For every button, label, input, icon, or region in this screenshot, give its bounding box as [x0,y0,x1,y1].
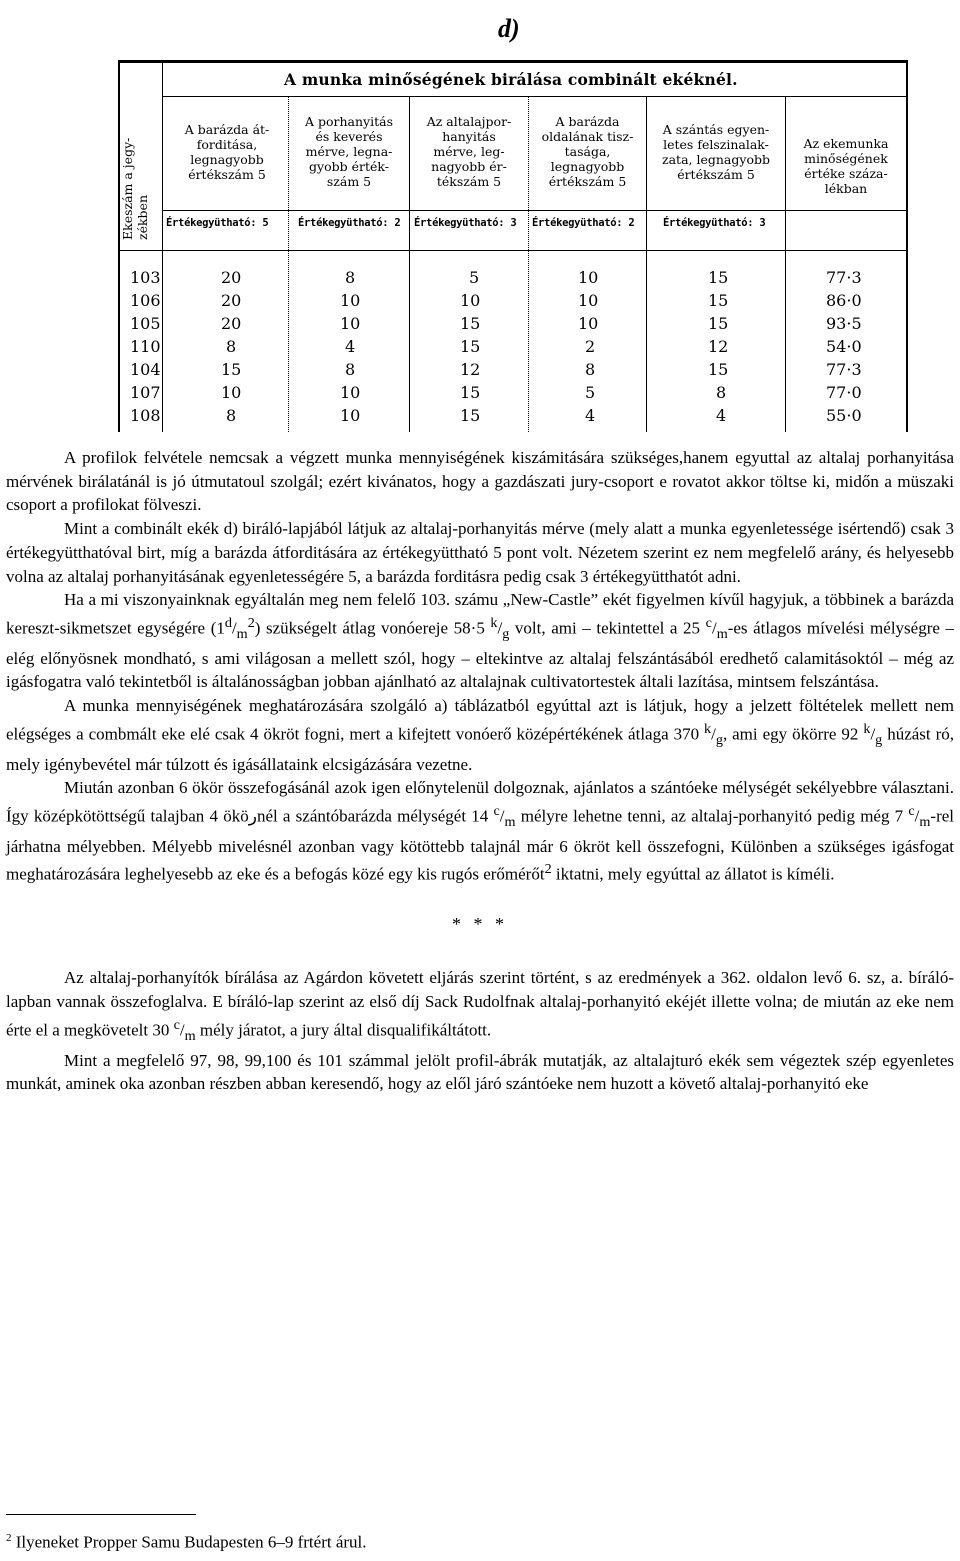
table-row: 106 20 10 10 10 15 86·0 [130,291,862,310]
table-top-rule [118,60,908,63]
paragraph: Mint a megfelelő 97, 98, 99,100 és 101 számmal jelölt profil-ábrák mutatják, az altalajturó ekék sem végeztek szép egyenletes munkát, aminek oka azonban részben abban keresendő, hogy az elől járó szántóeke nem huzott a követő altalaj-porhanyitó eke [6,1050,954,1094]
section-separator: * * * [452,913,508,934]
table-title: A munka minőségének birálása combinált ekéknél. [284,70,738,89]
table-row: 107 10 10 15 5 8 77·0 [130,383,862,402]
table-row: 103 20 8 5 10 15 77·3 [130,268,862,287]
column-header: Az altalajpor- hanyitás mérve, leg- nagyobb ér- tékszám 5 [426,114,512,189]
table-row: 104 15 8 12 8 15 77·3 [130,360,862,379]
paragraph: A munka mennyiségének meghatározására szolgáló a) táblázatból egyúttal azt is látjuk, hogy a jelzett föltételek mellett nem elégséges a combmált eke elé csak 4 ökröt fogni, mert a kifejtett vonóerő középértékének átlaga 370 $^k/_g$, ami egy ökörre 92 $^k/_g$ húzást ró, mely igénybevétel már túlzott és igásállataink elcsigázására vezetne. [6,696,954,774]
evaluation-table [118,60,908,432]
title-rule [162,96,908,97]
table-row: 110 8 4 15 2 12 54·0 [130,337,862,356]
coefficient-label: Értékegyütható: 3 [414,217,517,229]
paragraph: A profilok felvétele nemcsak a végzett munka mennyiségének kiszámitására szükséges,hanem egyuttal az altalaj porhanyitása mérvének birálatánál is jó útmutatoul szolgál; ezért kivánatos, hogy a gazdászati jury-csoport e rovatot akkor töltse ki, midőn a müszaki csoport a profilokat fölveszi. [6,448,954,515]
coefficient-label: Értékegyütható: 2 [298,217,401,229]
footnote: $^2$ Ilyeneket Propper Samu Budapesten 6–9 frtért árul. [6,1532,367,1552]
coefficient-label: Értékegyütható: 5 [166,217,269,229]
table-row: 105 20 10 15 10 15 93·5 [130,314,862,333]
coefficient-label: Értékegyütható: 2 [532,217,635,229]
column-header: A barázda oldalának tisz- tasága, legnagyobb értékszám 5 [541,114,634,189]
column-header: A porhanyitás és keverés mérve, legna- gyobb érték- szám 5 [304,114,393,189]
paragraph: Mint a combinált ekék d) biráló-lapjából látjuk az altalaj-porhanyitás mérve (mely alatt a munka egyenletessége isértendő) csak 3 értékegyütthatóval birt, míg a barázda átforditására az értékegyüttható 5 pont volt. Nézetem szerint ez nem megfelelő arány, és helyesebb volna az altalaj porhanyitásának egyenletességére 5, a barázda forditásra pedig csak 3 értékegyütthatót adni. [6,519,954,586]
footnote-rule [6,1514,196,1515]
column-header: A szántás egyen- letes felszinalak- zata, legnagyobb értékszám 5 [662,122,770,182]
page-label: d) [498,14,520,43]
column-header: A barázda át- forditása, legnagyobb értékszám 5 [184,122,270,182]
column-header: Az ekemunka minőségének értéke száza- lékban [803,136,889,196]
coef-rule [118,250,908,251]
paragraph: Ha a mi viszonyainknak egyáltalán meg nem felelő 103. számu „New-Castle” ekét figyelmen kívűl hagyjuk, a többinek a barázda kereszt-sikmetszet egységére $(1^d/_m^2)$ szükségelt átlag vonóereje 58·5 $^k/_g$ volt, ami – tekintettel a 25 $^c/_m-es$ átlagos mívelési mélységre – elég előnyösnek mondható, s ami világosan a mellett szól, hogy – eltekintve az altalaj felszántásából eredhető calamitásoktól – még az igásfogatra való tekintetből is általánosságban jobban ajánlható az altalajnak cultivatortestek általi lazítása, mintsem felszántása. [6,590,954,692]
body-text [6,446,954,1096]
paragraph: Miután azonban 6 ökör összefogásánál azok igen előnytelenül dolgoznak, ajánlatos a szántóeke mélységét sekélyebbre választani. Így középkötöttségű talajban 4 ököرnél a szántóbarázda mélységét 14 $^c/_m$ mélyre lehetne tenni, az altalaj-porhanyitó pedig még 7 $^c/_m$-rel járhatna mélyebben. Mélyebb mivelésnél azonban vagy kötöttebb talajnál már 6 ökröt kell összefogni, Különben a szükséges igásfogat meghatározására leghelyesebb az eke és a befogás közé egy kis rugós erőmérőt$^2$ iktatni, mely egyúttal az állatot is kíméli. [6,778,955,885]
table-row: 108 8 10 15 4 4 55·0 [130,406,862,425]
coefficient-label: Értékegyütható: 3 [663,217,766,229]
rotated-column-header: Ekeszám a jegy- zékben [120,137,150,240]
paragraph: Az altalaj-porhanyítók bírálása az Agárdon követett eljárás szerint történt, s az eredmények a 362. oldalon levő 6. sz, a. bíráló-lapban vannak összefoglalva. E bíráló-lap szerint az első díj Sack Rudolfnak altalaj-porhanyitó ekéjét illette volna; de miután az eke nem érte el a megkövetelt 30 $^c/_m$ mély járatot, a jury által disqualifikáltátott. [6,968,954,1044]
header-rule [162,210,908,211]
